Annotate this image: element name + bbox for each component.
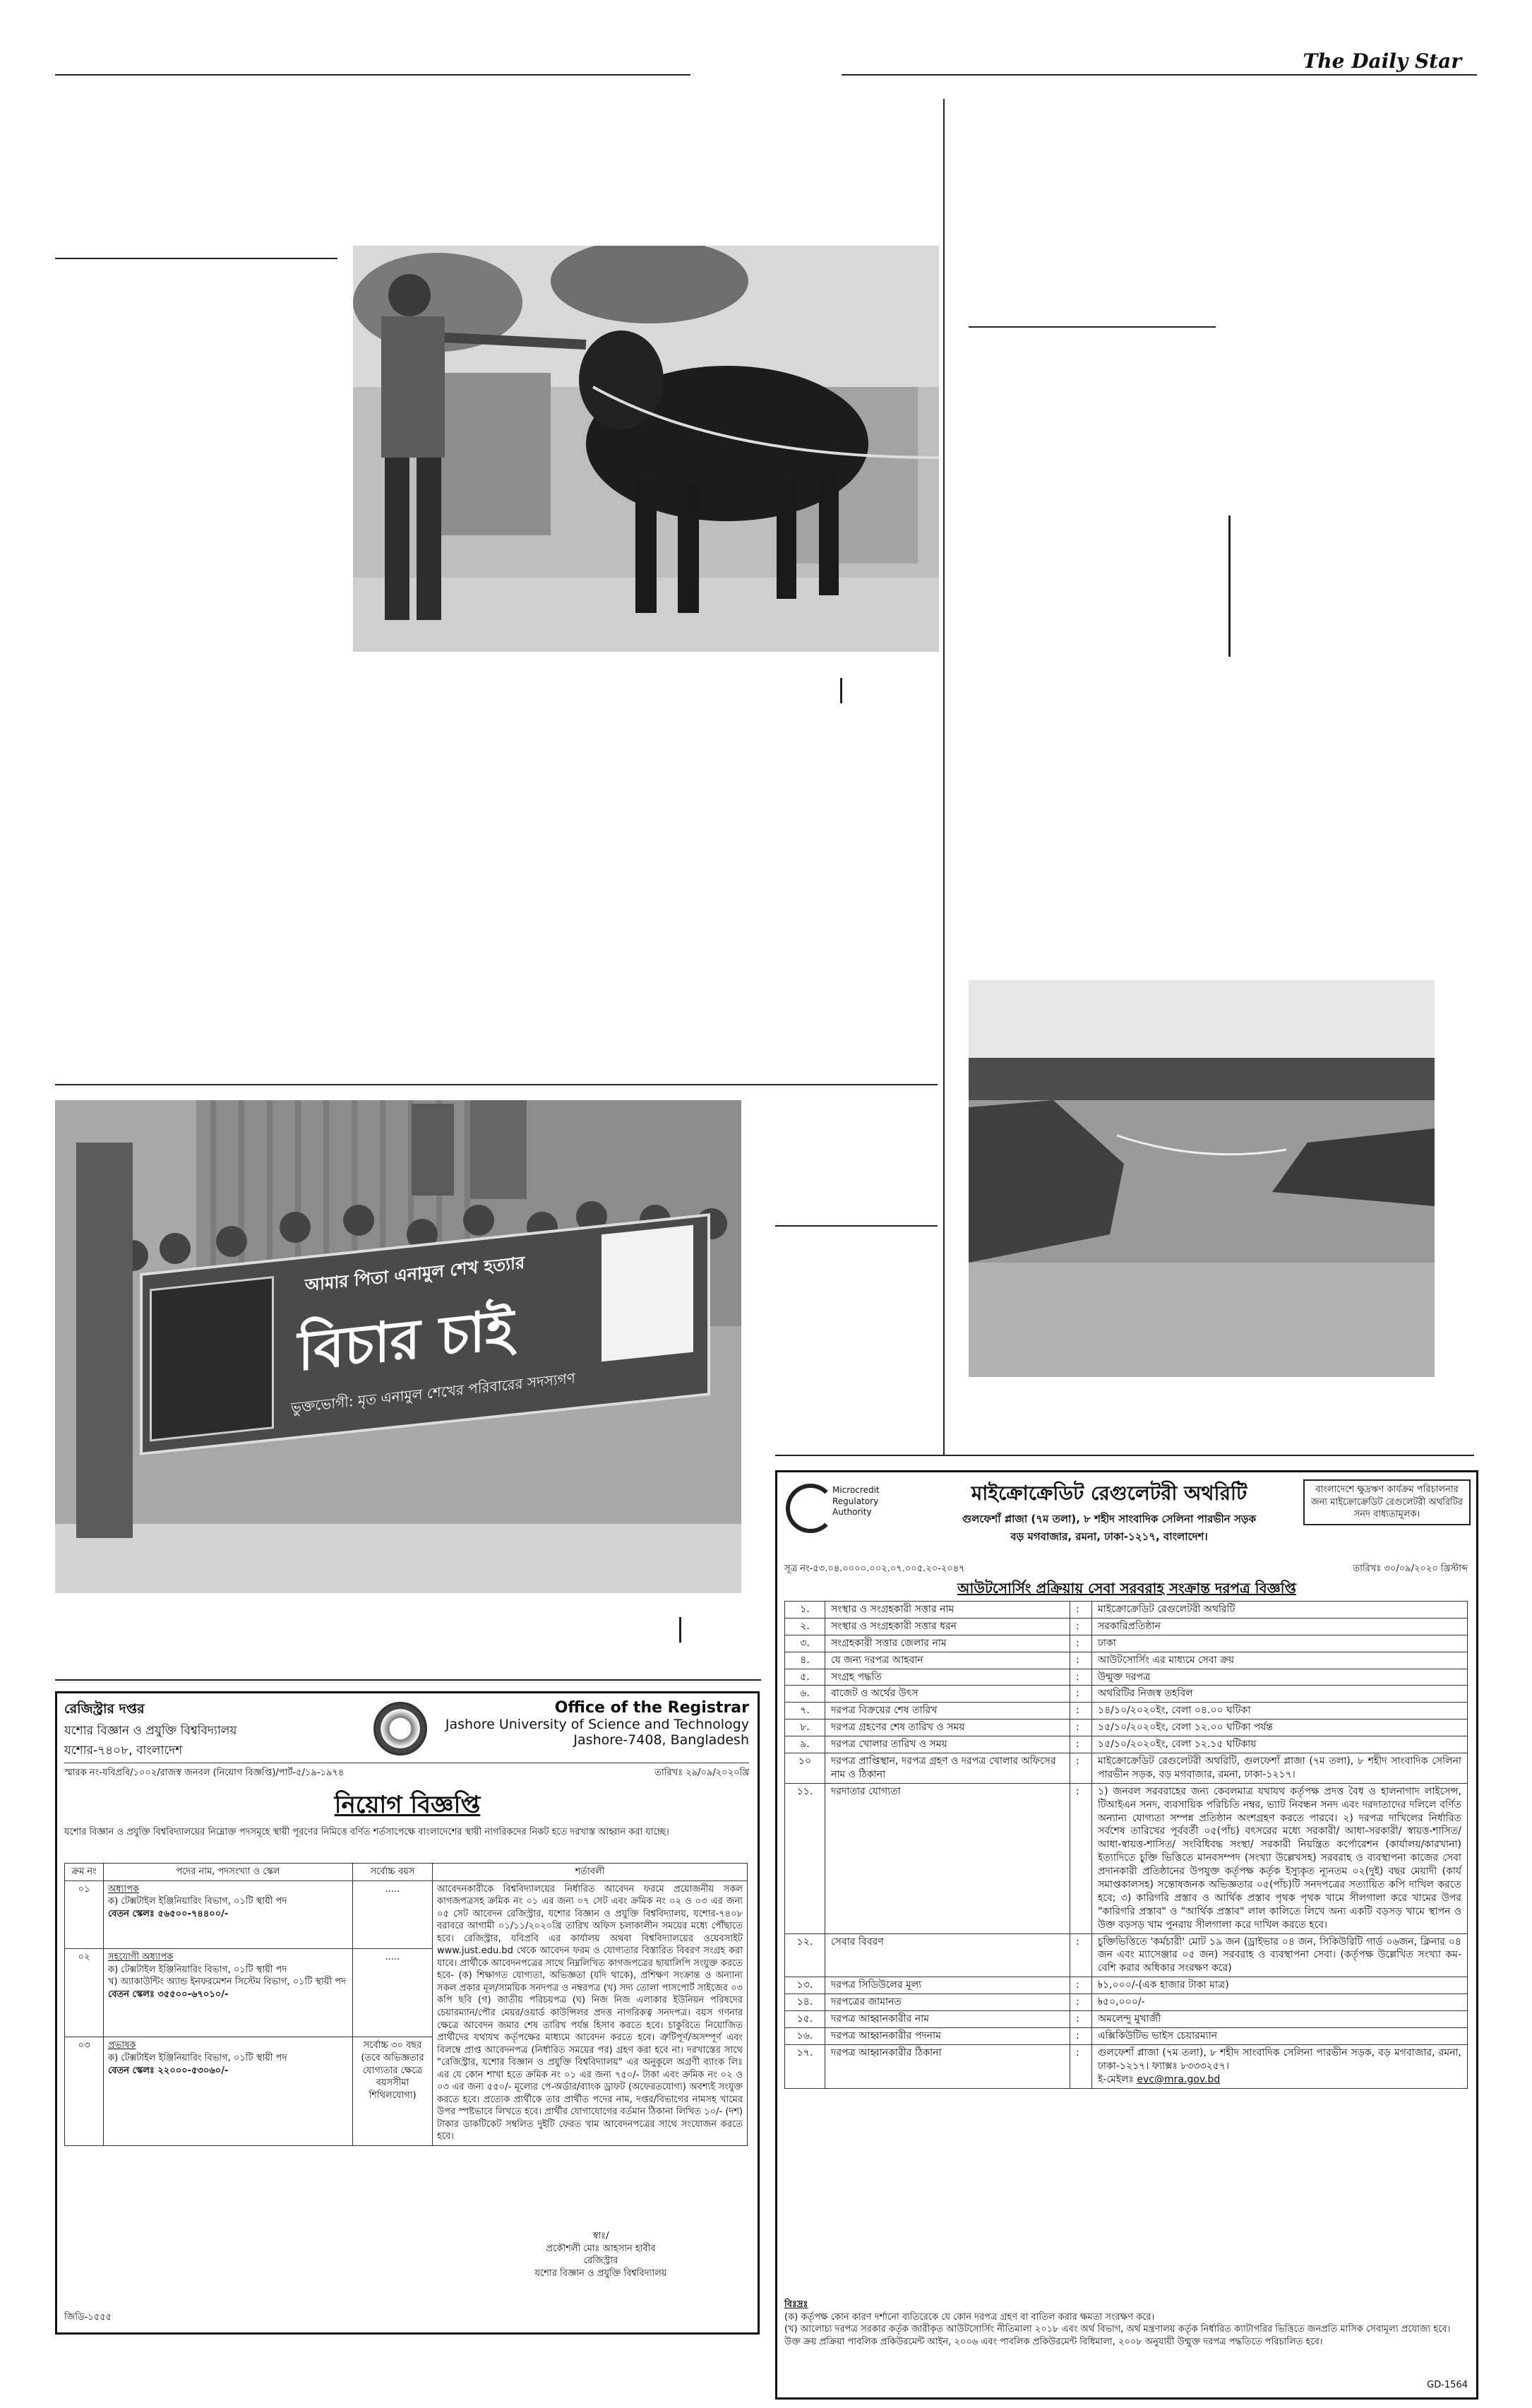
just-left-header-2: যশোর বিজ্ঞান ও প্রযুক্তি বিশ্ববিদ্যালয় xyxy=(64,1724,237,1738)
mra-logo-icon xyxy=(786,1484,835,1533)
top-rule-right xyxy=(842,74,1477,76)
photo-river-embankment xyxy=(969,980,1435,1377)
column-divider-short xyxy=(679,1617,681,1643)
row-serial: ১৬. xyxy=(785,2027,825,2044)
row-serial: ১৫. xyxy=(785,2011,825,2028)
row-colon: : xyxy=(1070,2044,1092,2088)
mra-title: মাইক্রোক্রেডিট রেগুলেটরী অথরিটি xyxy=(971,1482,1247,1505)
row-serial: ০১ xyxy=(65,1880,104,1949)
heading-rule xyxy=(55,258,337,259)
table-row xyxy=(785,1977,1468,1994)
row-serial: ৫. xyxy=(785,1669,825,1686)
table-row xyxy=(785,2027,1468,2044)
heading-rule xyxy=(775,1225,938,1227)
row-serial: ১১. xyxy=(785,1783,825,1933)
post-line: ক) টেক্সটাইল ইঞ্জিনিয়ারিং বিভাগ, ০১টি স্থায়ী পদ xyxy=(108,1964,287,1975)
row-colon: : xyxy=(1070,1753,1092,1784)
row-colon: : xyxy=(1070,1669,1092,1686)
post-scale: বেতন স্কেলঃ ৩৫৫০০-৬৭০১০/- xyxy=(108,1989,229,2000)
row-value-text: ৳৫০,০০০/- xyxy=(1098,1996,1145,2008)
post-title: প্রভাষক xyxy=(108,2040,136,2051)
row-value xyxy=(1092,2011,1468,2028)
row-label: দরপত্র আহ্বানকারীর নাম xyxy=(825,2011,1070,2028)
row-label: সংগ্রহকারী সত্তার জেলার নাম xyxy=(825,1635,1070,1652)
row-colon: : xyxy=(1070,1703,1092,1719)
mra-tender-table xyxy=(784,1601,1468,2089)
row-serial: ১৩. xyxy=(785,1977,825,1994)
row-serial: ১৭. xyxy=(785,2044,825,2088)
row-value-text: চুক্তিভিত্তিতে 'কর্মচারী' মোট ১৯ জন (ড্রাইভার ০৪ জন, সিকিউরিটি গার্ড ০৬জন, ক্লিনার ০৪ জন এবং ম্যাসেঞ্জার ০৫ জন) সরবরাহ ও ব্যবস্থাপনা সেবা। (কর্তৃপক্ষ উল্লেখিত সংখ্যা কম-বেশি করার অধিকার সংরক্ষণ করে) xyxy=(1098,1936,1461,1974)
post-scale: বেতন স্কেলঃ ৫৬৫০০-৭৪৪০০/- xyxy=(108,1908,229,1919)
mra-note-title: বিঃদ্রঃ xyxy=(784,2299,808,2310)
row-colon: : xyxy=(1070,1977,1092,1994)
row-colon: : xyxy=(1070,2027,1092,2044)
mra-logo-text-2: Regulatory xyxy=(832,1496,879,1506)
table-row xyxy=(785,1652,1468,1669)
email-line xyxy=(1098,2073,1461,2087)
mra-tender-ad xyxy=(775,1470,1478,2400)
email-link[interactable]: evc@mra.gov.bd xyxy=(1137,2073,1221,2085)
row-value-text: অমলেন্দু মুখার্জী xyxy=(1098,2013,1161,2025)
row-value-text: অথরিটির নিজস্ব তহবিল xyxy=(1098,1688,1193,1700)
row-value xyxy=(1092,1933,1468,1977)
row-colon: : xyxy=(1070,1602,1092,1619)
just-right-header-1: Office of the Registrar xyxy=(554,1699,749,1717)
table-row xyxy=(785,1783,1468,1933)
row-value-text: ১৫/১০/২০২০ইং, বেলা ১২.১৫ ঘটিকায় xyxy=(1098,1739,1257,1751)
photo-man-with-bull xyxy=(353,246,939,652)
col-header-serial: ক্রম নং xyxy=(65,1864,104,1881)
column-divider xyxy=(943,99,945,1455)
column-divider-short xyxy=(840,678,842,703)
row-value xyxy=(1092,1783,1468,1933)
row-colon: : xyxy=(1070,1933,1092,1977)
row-label: দরপত্র আহ্বানকারীর ঠিকানা xyxy=(825,2044,1070,2088)
banner-notice xyxy=(602,1225,693,1362)
post-age: ..... xyxy=(353,1880,433,1949)
mra-memo-no: সূত্র নং-৫৩.০৪.০০০০.০০২.০৭.০০৫.২০-২০৪৭ xyxy=(784,1563,965,1574)
just-left-header-3: যশোর-৭৪০৮, বাংলাদেশ xyxy=(64,1744,183,1758)
row-value-text: মাইক্রোক্রেডিট রেগুলেটরী অথরিটি xyxy=(1098,1604,1235,1615)
row-value-text: সরকারিপ্রতিষ্ঠান xyxy=(1098,1620,1161,1632)
top-rule-left xyxy=(55,74,690,76)
row-value xyxy=(1092,1618,1468,1635)
mra-note-1: (ক) কর্তৃপক্ষ কোন কারণ দর্শানো ব্যতিরেকে যে কোন দরপত্র গ্রহণ বা বাতিল করার ক্ষমতা সংরক্ষণ করে। xyxy=(784,2311,1155,2323)
row-value xyxy=(1092,1635,1468,1652)
just-right-header-3: Jashore-7408, Bangladesh xyxy=(573,1732,749,1748)
mra-address-1: গুলফেশাঁ প্লাজা (৭ম তলা), ৮ শহীদ সাংবাদিক সেলিনা পারভীন সড়ক xyxy=(962,1513,1257,1525)
row-label: বাজেট ও অর্থের উৎস xyxy=(825,1686,1070,1703)
just-signatory-title: রেজিস্ট্রার xyxy=(583,2255,618,2267)
row-value-text: গুলফেশাঁ প্লাজা (৭ম তলা), ৮ শহীদ সাংবাদিক সেলিনা পারভীন সড়ক, বড় মগবাজার, রমনা, ঢাকা-১২১৭। ফ্যাক্সঃ ৮৩৩৩২৫৭। xyxy=(1098,2046,1461,2072)
col-header-post: পদের নাম, পদসংখ্যা ও স্কেল xyxy=(104,1864,353,1881)
mra-address-2: বড় মগবাজার, রমনা, ঢাকা-১২১৭, বাংলাদেশ। xyxy=(1010,1530,1208,1543)
table-row xyxy=(785,1635,1468,1652)
just-memo-no: স্মারক নং-যবিপ্রবি/১০০২/রাজস্ব জনবল (নিয়োগ বিজ্ঞপ্তি)/পার্ট-৫/১৯-১৯৭৪ xyxy=(64,1768,345,1778)
just-date: তারিখঃ ২৯/০৯/২০২০খ্রি xyxy=(654,1768,749,1778)
just-signatory-name: প্রকৌশলী মোঃ আহসান হাবীব xyxy=(546,2243,656,2254)
row-value-text: এক্সিকিউটিভ ভাইস চেয়ারম্যান xyxy=(1098,2029,1218,2042)
col-header-conditions: শর্তাবলী xyxy=(433,1864,748,1881)
post-title: অধ্যাপক xyxy=(108,1883,140,1895)
row-value xyxy=(1092,1719,1468,1736)
row-serial: ৭. xyxy=(785,1703,825,1719)
mra-logo-text-3: Authority xyxy=(832,1507,872,1518)
banner-portrait xyxy=(150,1276,274,1441)
row-label: দরপত্র প্রাপ্তিস্থান, দরপত্র গ্রহণ ও দরপত্র খোলার অফিসের নাম ও ঠিকানা xyxy=(825,1753,1070,1784)
row-value xyxy=(1092,1703,1468,1719)
row-value-text: ১৪/১০/২০২০ইং, বেলা ০৪.০০ ঘটিকা xyxy=(1098,1705,1251,1717)
row-value-text: ১৫/১০/২০২০ইং, বেলা ১২.০০ ঘটিকা পর্যন্ত xyxy=(1098,1722,1273,1734)
row-value xyxy=(1092,1977,1468,1994)
banner-line-1: আমার পিতা এনামুল শেখ হত্যার xyxy=(305,1252,525,1296)
post-age: ..... xyxy=(353,1949,433,2037)
row-label: দরপত্র খোলার তারিখ ও সময় xyxy=(825,1736,1070,1753)
table-row xyxy=(785,1933,1468,1977)
row-value xyxy=(1092,1994,1468,2011)
row-serial: ৮. xyxy=(785,1719,825,1736)
row-value xyxy=(1092,2044,1468,2088)
row-colon: : xyxy=(1070,1652,1092,1669)
row-serial: ১. xyxy=(785,1602,825,1619)
row-colon: : xyxy=(1070,1618,1092,1635)
row-label: দরপত্রের জামানত xyxy=(825,1994,1070,2011)
heading-rule xyxy=(969,326,1216,328)
banner-line-3: ভুক্তভোগী: মৃত এনামুল শেখের পরিবারের সদস্যগণ xyxy=(291,1369,575,1417)
row-colon: : xyxy=(1070,2011,1092,2028)
col-header-age: সর্বোচ্চ বয়স xyxy=(353,1864,433,1881)
row-label: দরদাতার যোগ্যতা xyxy=(825,1783,1070,1933)
just-recruitment-ad xyxy=(55,1691,760,2335)
table-row xyxy=(785,2044,1468,2088)
row-colon: : xyxy=(1070,1783,1092,1933)
table-row xyxy=(65,1880,748,1949)
row-value xyxy=(1092,2027,1468,2044)
column-divider-short xyxy=(1228,515,1231,657)
just-sign-label: স্বাঃ/ xyxy=(592,2231,609,2241)
row-value xyxy=(1092,1602,1468,1619)
row-serial: ১২. xyxy=(785,1933,825,1977)
just-left-header-1: রেজিস্ট্রার দপ্তর xyxy=(64,1701,145,1717)
row-serial: ১০ xyxy=(785,1753,825,1784)
row-serial: ৯. xyxy=(785,1736,825,1753)
just-conditions: আবেদনকারীকে বিশ্ববিদ্যালয়ের নির্ধারিত আবেদন ফরমে প্রয়োজনীয় সকল কাগজপত্রসহ ক্রমিক নং ০১ এর জন্য ০৭ সেট এবং ক্রমিক নং ০২ ও ০৩ এর জন্য ০৫ সেট আবেদন রেজিস্ট্রার, যশোর বিজ্ঞান ও প্রযুক্তি বিশ্ববিদ্যালয়, যশোর-৭৪০৮ বরাবরে আগামী ০১/১১/২০২০খ্রি তারিখ অফিস চলাকালীন সময়ের মধ্যে পৌঁছাতে হবে। রেজিস্ট্রার, যবিপ্রবি এর কার্যালয় অথবা বিশ্ববিদ্যালয়ের ওয়েবসাইট www.just.edu.bd থেকে আবেদন ফরম ও যোগ্যতার বিস্তারিত বিবরণ সংগ্রহ করা যাবে। প্রার্থীকে আবেদনপত্রের সাথে নিম্নলিখিত কাগজপত্রের ছায়ালিপি সংযুক্ত করতে হবে- (ক) শিক্ষাগত যোগ্যতা, অভিজ্ঞতা (যদি থাকে), প্রশিক্ষণ সংক্রান্ত ও অন্যান্য সকল প্রকার মূল/সাময়িক সনদপত্র ও নম্বরপত্র (খ) সদ্য তোলা পাসপোর্ট সাইজের ০৩ কপি ছবি (গ) জাতীয় পরিচয়পত্র (ঘ) নিজ নিজ এলাকার ইউনিয়ন পরিষদের চেয়ারম্যান/পৌর মেয়র/ওয়ার্ড কাউন্সিলর প্রদত্ত নাগরিকত্ব সনদপত্র। বয়স গণনার ক্ষেত্রে আবেদন জমার শেষ তারিখ পর্যন্ত হিসাব করতে হবে। চাকুরিতে নিয়োজিত প্রার্থীদের যথাযথ কর্তৃপক্ষের মাধ্যমে আবেদন করতে হবে। ত্রুটিপূর্ণ/অসম্পূর্ণ এবং বিলম্বে প্রাপ্ত আবেদনপত্র (নির্ধারিত সময়ের পর) গ্রহণ করা হবে না। দরখাস্তের সাথে "রেজিস্ট্রার, যশোর বিজ্ঞান ও প্রযুক্তি বিশ্ববিদ্যালয়" এর অনুকূলে অগ্রণী ব্যাংক লিঃ এর যে কোন শাখা হতে ক্রমিক নং ০১ এর জন্য ৭৫০/- টাকা এবং ক্রমিক নং ০২ ও ০৩ এর জন্য ৫৫০/- মূল্যের পে-অর্ডার/ব্যাংক ড্রাফট (অফেরতযোগ্য) অবশ্যই সংযুক্ত করতে হবে। প্রত্যেক প্রার্থীকে তার প্রার্থীত পদের নাম, দপ্তর/বিভাগের নামসহ খামের উপর স্পষ্টভাবে লিখতে হবে। প্রার্থীর যোগাযোগের বর্তমান ঠিকানা লিখিত ১০/- (দশ) টাকার ডাকটিকেট সম্বলিত দুইটি ফেরত খাম আবেদনপত্রের সাথে সংযোজন করতে হবে। xyxy=(437,1883,743,2142)
row-label: সংস্থার ও সংগ্রহকারী সত্তার নাম xyxy=(825,1602,1070,1619)
row-value-text: আউটসোর্সিং এর মাধ্যমে সেবা ক্রয় xyxy=(1098,1654,1235,1666)
just-logo xyxy=(373,1702,427,1756)
row-label: দরপত্র গ্রহণের শেষ তারিখ ও সময় xyxy=(825,1719,1070,1736)
section-rule xyxy=(55,1084,938,1085)
table-row xyxy=(785,1719,1468,1736)
post-age: সর্বোচ্চ ৩০ বছর (তবে অভিজ্ঞতার যোগ্যতার ক্ষেত্রে বয়সসীমা শিথিলযোগ্য) xyxy=(353,2037,433,2146)
post-scale: বেতন স্কেলঃ ২২০০০-৫৩০৬০/- xyxy=(108,2065,229,2076)
just-title: নিয়োগ বিজ্ঞপ্তি xyxy=(334,1791,481,1819)
just-signatory-org: যশোর বিজ্ঞান ও প্রযুক্তি বিশ্ববিদ্যালয় xyxy=(534,2267,667,2279)
row-value xyxy=(1092,1652,1468,1669)
table-row xyxy=(785,1686,1468,1703)
row-value-text: মাইক্রোক্রেডিট রেগুলেটরী অথরিটি, গুলফেশাঁ প্লাজা (৭ম তলা), ৮ শহীদ সাংবাদিক সেলিনা পারভীন সড়ক, বড় মগবাজার, রমনা, ঢাকা-১২১৭। xyxy=(1098,1756,1461,1780)
mra-side-note: বাংলাদেশে ক্ষুদ্রঋণ কার্যক্রম পরিচালনার জন্য মাইক্রোক্রেডিট রেগুলেটরী অথরিটির সনদ বাধ্যতামূলক। xyxy=(1303,1479,1471,1525)
mra-note-2: (খ) আলোচ্য দরপত্র সরকার কর্তৃক জারীকৃত আউটসোর্সিং নীতিমালা ২০১৮ এবং অর্থ বিভাগ, অর্থ মন্ত্রণালয় কর্তৃক নির্ধারিত ক্যাটাগরির ভিত্তিতে জনপ্রতি মাসিক সেবামূল্য প্রযোজ্য হবে। উক্ত ক্রয় প্রক্রিয়া পাবলিক প্রকিউরমেন্ট আইন, ২০০৬ এবং পাবলিক প্রকিউরমেন্ট বিধিমালা, ২০০৮ অনুযায়ী উন্মুক্ত দরপত্র পদ্ধতিতে পরিচালিত হবে। xyxy=(784,2324,1451,2347)
section-rule xyxy=(55,1679,761,1681)
mra-logo-text-1: Microcredit xyxy=(832,1485,880,1495)
row-serial: ০৩ xyxy=(65,2037,104,2146)
table-row xyxy=(785,1753,1468,1784)
row-colon: : xyxy=(1070,1736,1092,1753)
table-row xyxy=(785,1736,1468,1753)
row-value-text: ঢাকা xyxy=(1098,1637,1116,1649)
row-label: সংগ্রহ পদ্ধতি xyxy=(825,1669,1070,1686)
row-serial: ২. xyxy=(785,1618,825,1635)
post-title: সহযোগী অধ্যাপক xyxy=(108,1952,174,1963)
masthead: The Daily Star xyxy=(1303,49,1461,73)
row-value-text: ১) জনবল সরবরাহের জন্য কেবলমাত্র যথাযথ কর্তৃপক্ষ প্রদত্ত বৈধ ও হালনাগাদ লাইসেন্স, টিআইএন সনদ, ব্যবসায়িক পরিচিতি নম্বর, ভ্যাট নিবন্ধন সনদ এবং দরদাতাদের দলিলে বর্ণিত অন্যান্য যোগ্যতা সম্পন্ন প্রতিষ্ঠান অংশগ্রহণ করতে পারবে। ২) দরপত্র দাখিলের নির্ধারিত সর্বশেষ তারিখের পূর্ববর্তী ০৫(পাঁচ) বৎসরের মধ্যে সরকারী/ আধা-সরকারী/ স্বায়ত্ত-শাসিত/ আধা-স্বায়ত্ত-শাসিত/ সংবিধিবদ্ধ সংস্থা/ সরকারী নিয়ন্ত্রিত কর্পোরেশন (কার্যালয়/কারখানা) ইত্যাদিতে চুক্তি ভিত্তিতে মানবসম্পদ (সংখ্যা উল্লেখসহ) সরবরাহ ও ব্যবস্থাপনা কাজের সেবা প্রদানকারী প্রতিষ্ঠানের উপযুক্ত কর্তৃপক্ষ কর্তৃক ইস্যুকৃত ন্যূনতম ০২(দুই) বছর মেয়াদী (কার্য সমাপ্তকালসহ) সন্তোষজনক অভিজ্ঞতার ০৫(পাঁচ)টি সনদপত্রের সত্যায়িত কপি দাখিল করতে হবে; ৩) কারিগরি প্রস্তাব ও আর্থিক প্রস্তাব পৃথক পৃথক খামে সীলগালা করে খামের উপর "কারিগরি প্রস্তাব" ও "আর্থিক প্রস্তাব" লাল কালিতে লিখে অন্য একটি বড়সড় খামে স্থাপন ও উক্ত বড়সড় খাম পুনরায় সীলগালা করে দাখিল করতে হবে। xyxy=(1098,1785,1461,1931)
row-colon: : xyxy=(1070,1635,1092,1652)
row-value xyxy=(1092,1669,1468,1686)
row-value xyxy=(1092,1686,1468,1703)
row-label: সংস্থার ও সংগ্রহকারী সত্তার ধরন xyxy=(825,1618,1070,1635)
row-label: দরপত্র সিডিউলের মূল্য xyxy=(825,1977,1070,1994)
post-line: ক) টেক্সটাইল ইঞ্জিনিয়ারিং বিভাগ, ০১টি স্থায়ী পদ xyxy=(108,2052,287,2063)
row-value-text: উন্মুক্ত দরপত্র xyxy=(1098,1671,1151,1683)
mra-ad-code: GD-1564 xyxy=(1427,2380,1468,2391)
row-label: যে জন্য দরপত্র আহবান xyxy=(825,1652,1070,1669)
email-label: ই-মেইলঃ xyxy=(1098,2073,1134,2085)
row-label: দরপত্র আহ্বানকারীর পদনাম xyxy=(825,2027,1070,2044)
row-value xyxy=(1092,1736,1468,1753)
row-label: দরপত্র বিক্রয়ের শেষ তারিখ xyxy=(825,1703,1070,1719)
row-colon: : xyxy=(1070,1686,1092,1703)
row-serial: ৪. xyxy=(785,1652,825,1669)
mra-date: তারিখঃ ৩০/০৯/২০২০ খ্রিস্টাব্দ xyxy=(1353,1563,1468,1574)
just-ad-code: জিডি-১৫৫৫ xyxy=(64,2312,112,2323)
just-right-header-2: Jashore University of Science and Technology xyxy=(445,1717,749,1732)
just-intro: যশোর বিজ্ঞান ও প্রযুক্তি বিশ্ববিদ্যালয়ের নিম্নোক্ত পদসমূহে স্থায়ী পূরণের নিমিত্তে বর্ণিত শর্তসাপেক্ষে বাংলাদেশের স্থায়ী নাগরিকদের নিকট হতে দরখাস্ত আহ্বান করা যাচ্ছে। xyxy=(64,1827,669,1837)
table-row xyxy=(785,1994,1468,2011)
row-serial: ০২ xyxy=(65,1949,104,2037)
section-rule xyxy=(775,1455,1474,1456)
mra-heading: আউটসোর্সিং প্রক্রিয়ায় সেবা সরবরাহ সংক্রান্ত দরপত্র বিজ্ঞপ্তি xyxy=(957,1580,1296,1597)
table-row xyxy=(785,1602,1468,1619)
row-value-text: ৳১,০০০/-(এক হাজার টাকা মাত্র) xyxy=(1098,1979,1229,1991)
table-row xyxy=(785,2011,1468,2028)
row-serial: ১৪. xyxy=(785,1994,825,2011)
photo-protest-banner xyxy=(55,1100,741,1593)
row-colon: : xyxy=(1070,1719,1092,1736)
row-value xyxy=(1092,1753,1468,1784)
post-line: ক) টেক্সটাইল ইঞ্জিনিয়ারিং বিভাগ, ০১টি স্থায়ী পদ xyxy=(108,1896,287,1907)
table-row xyxy=(785,1669,1468,1686)
row-colon: : xyxy=(1070,1994,1092,2011)
post-line: খ) অ্যাকাউন্টিং অ্যান্ড ইনফরমেশন সিস্টেম বিভাগ, ০১টি স্থায়ী পদ xyxy=(108,1977,346,1988)
row-label: সেবার বিবরণ xyxy=(825,1933,1070,1977)
just-posts-table xyxy=(64,1863,748,2146)
row-serial: ৩. xyxy=(785,1635,825,1652)
table-row xyxy=(785,1703,1468,1719)
table-row xyxy=(785,1618,1468,1635)
banner-line-2: বিচার চাই xyxy=(298,1297,514,1384)
row-serial: ৬. xyxy=(785,1686,825,1703)
